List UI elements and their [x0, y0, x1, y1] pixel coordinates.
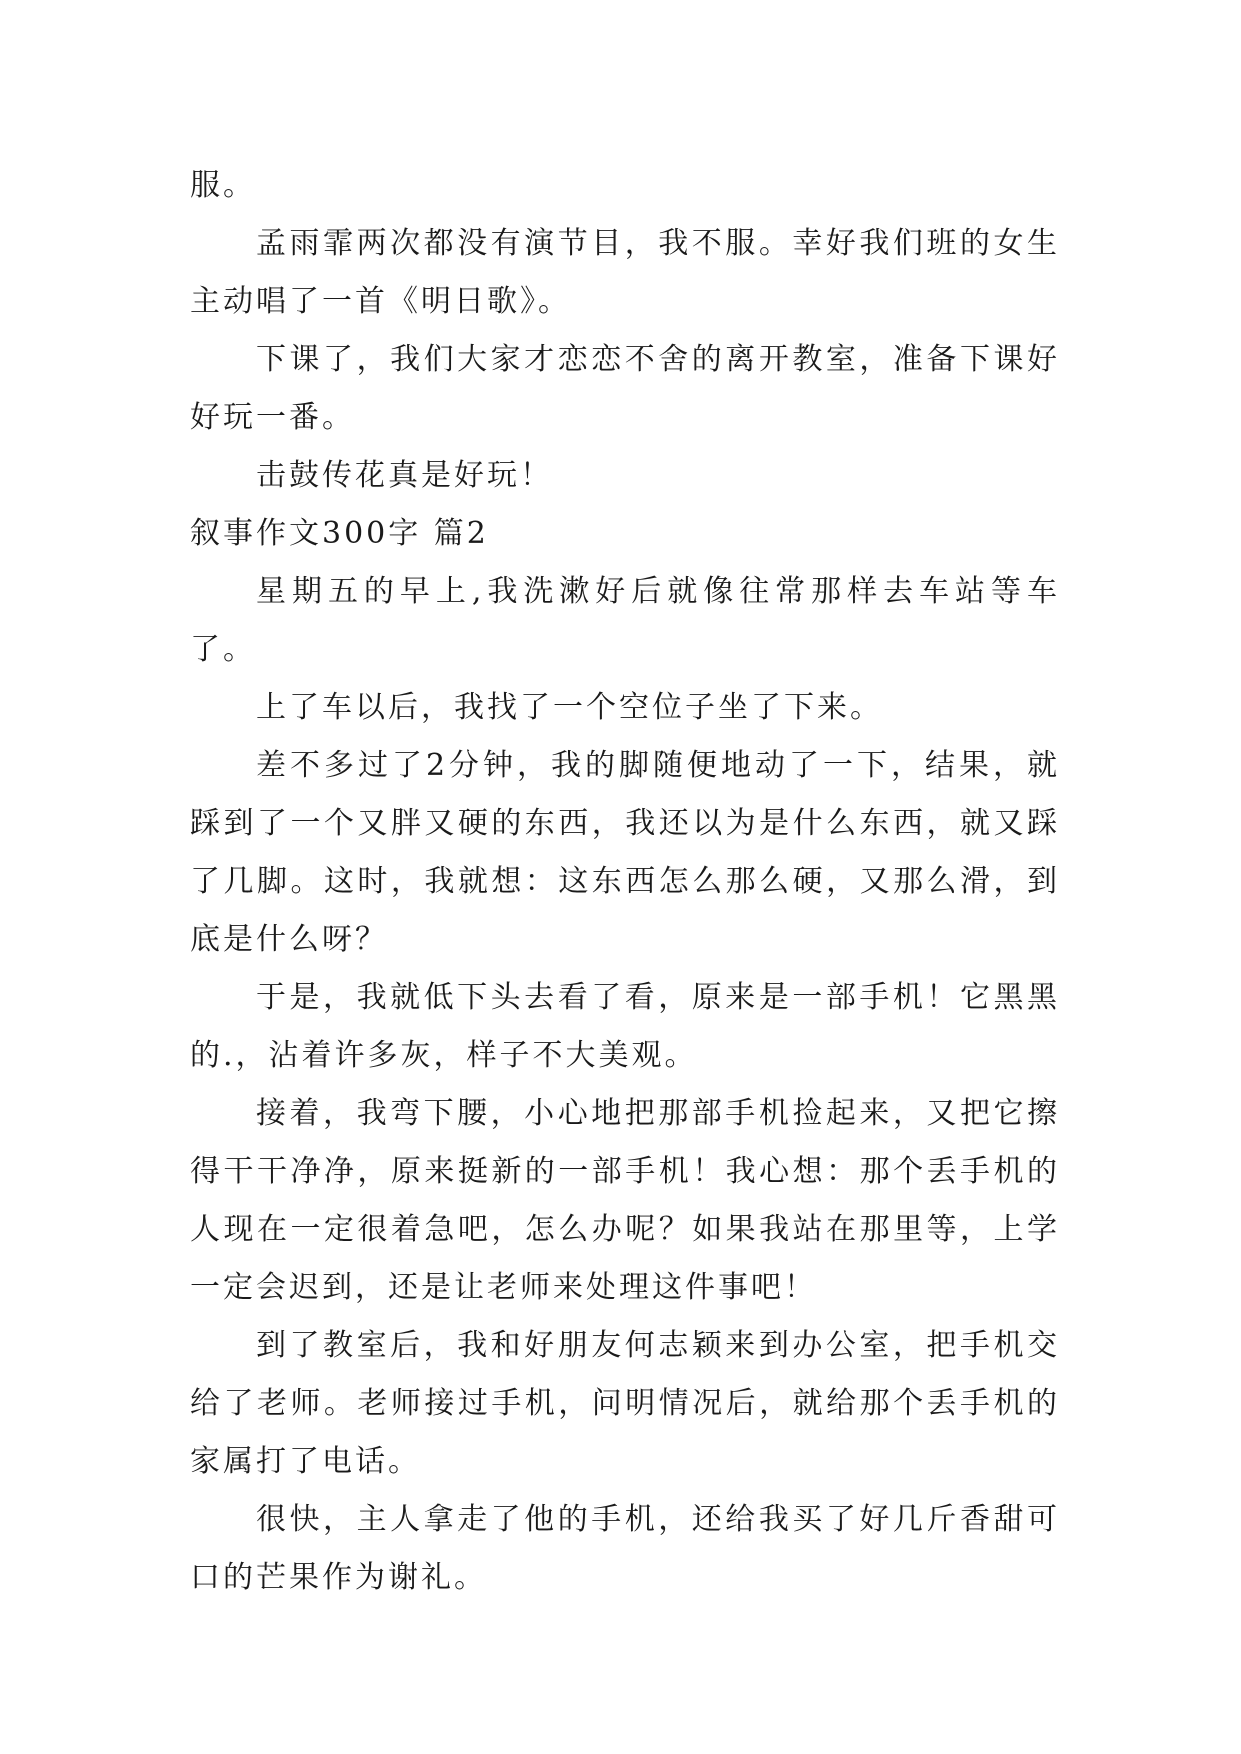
paragraph: 接着，我弯下腰，小心地把那部手机捡起来，又把它擦得干干净净，原来挺新的一部手机！我心想：那个丢手机的人现在一定很着急吧，怎么办呢？如果我站在那里等，上学一定会迟到，还是让老师来处理这件事吧！	[190, 1096, 1060, 1305]
paragraph-continuation: 服。	[190, 168, 256, 203]
section-title: 叙事作文300字 篇2	[190, 516, 489, 551]
paragraph: 很快，主人拿走了他的手机，还给我买了好几斤香甜可口的芒果作为谢礼。	[190, 1502, 1060, 1595]
paragraph: 下课了，我们大家才恋恋不舍的离开教室，准备下课好好玩一番。	[190, 342, 1060, 435]
document-body	[190, 157, 1060, 1607]
paragraph: 差不多过了2分钟，我的脚随便地动了一下，结果，就踩到了一个又胖又硬的东西，我还以为是什么东西，就又踩了几脚。这时，我就想：这东西怎么那么硬，又那么滑，到底是什么呀？	[190, 748, 1060, 957]
paragraph: 到了教室后，我和好朋友何志颖来到办公室，把手机交给了老师。老师接过手机，问明情况后，就给那个丢手机的家属打了电话。	[190, 1328, 1060, 1479]
paragraph: 星期五的早上,我洗漱好后就像往常那样去车站等车了。	[190, 574, 1060, 667]
paragraph: 孟雨霏两次都没有演节目，我不服。幸好我们班的女生主动唱了一首《明日歌》。	[190, 226, 1060, 319]
paragraph: 击鼓传花真是好玩！	[256, 458, 553, 493]
paragraph: 上了车以后，我找了一个空位子坐了下来。	[256, 690, 883, 725]
paragraph: 于是，我就低下头去看了看，原来是一部手机！它黑黑的.，沾着许多灰，样子不大美观。	[190, 980, 1060, 1073]
